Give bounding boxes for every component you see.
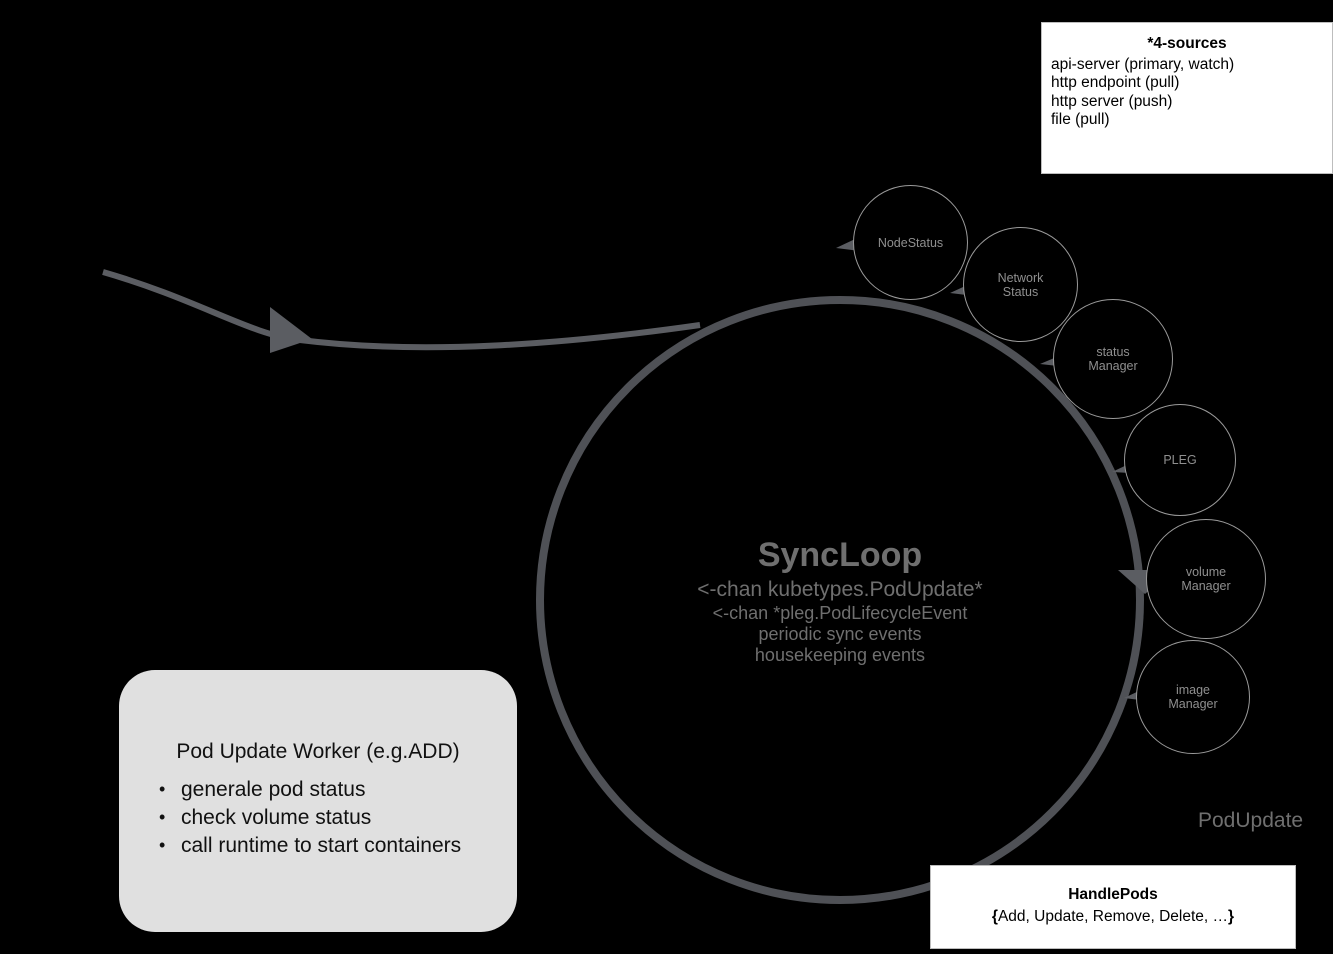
syncloop-text-block [560, 535, 1120, 666]
sources-note-line-http-server: http server (push) [1051, 92, 1173, 110]
handlepods-items: Add, Update, Remove, Delete, … [997, 907, 1229, 925]
node-label-line2: Manager [1088, 359, 1138, 373]
sources-note-line-file: file (pull) [1051, 111, 1110, 128]
node-circle-volume-manager[interactable] [1146, 519, 1266, 639]
syncloop-line-pleg-chan: <-chan *pleg.PodLifecycleEvent [712, 603, 968, 623]
node-circle-image-manager[interactable] [1136, 640, 1250, 754]
handlepods-note-title: HandlePods [1068, 886, 1158, 903]
syncloop-line-periodic-sync: periodic sync events [758, 624, 922, 644]
brace-open: { [991, 907, 998, 925]
pod-update-worker-box [119, 670, 517, 932]
syncloop-line-podupdate-chan: <-chan kubetypes.PodUpdate* [697, 578, 983, 601]
podupdate-label: PodUpdate [1198, 809, 1304, 832]
list-item: • check volume status [159, 804, 517, 832]
sources-note-box [1041, 22, 1333, 174]
node-label-line2: Status [1002, 284, 1039, 299]
node-label: NodeStatus [877, 235, 944, 250]
syncloop-line-housekeeping: housekeeping events [754, 645, 926, 665]
list-item: • generale pod status [159, 776, 517, 804]
node-label-line1: volume [1185, 565, 1227, 579]
inbound-arrow-head [270, 307, 312, 353]
brace-close: } [1228, 907, 1235, 925]
worker-box-title: Pod Update Worker (e.g.ADD) [176, 740, 460, 763]
node-label-line1: Network [997, 270, 1044, 285]
sources-note-title: *4-sources [1147, 35, 1227, 52]
node-circle-status-manager[interactable] [1053, 299, 1173, 419]
list-item: • call runtime to start containers [159, 832, 517, 860]
node-circle-network-status[interactable] [963, 227, 1078, 342]
node-circle-node-status[interactable] [853, 185, 968, 300]
node-label-line2: Manager [1181, 579, 1231, 593]
node-label-line1: status [1096, 345, 1130, 359]
handlepods-note-items-line [931, 908, 1295, 927]
sources-note-line-api-server: api-server (primary, watch) [1051, 55, 1235, 73]
node-label: PLEG [1163, 453, 1197, 467]
node-label-line1: image [1175, 683, 1211, 697]
handlepods-note-box [930, 865, 1296, 949]
node-circle-pleg[interactable] [1124, 404, 1236, 516]
node-label-line2: Manager [1168, 697, 1218, 711]
worker-box-list [119, 776, 517, 860]
syncloop-title: SyncLoop [757, 536, 923, 574]
sources-note-line-http-endpoint: http endpoint (pull) [1051, 74, 1180, 91]
inbound-arrow-line [103, 272, 700, 347]
